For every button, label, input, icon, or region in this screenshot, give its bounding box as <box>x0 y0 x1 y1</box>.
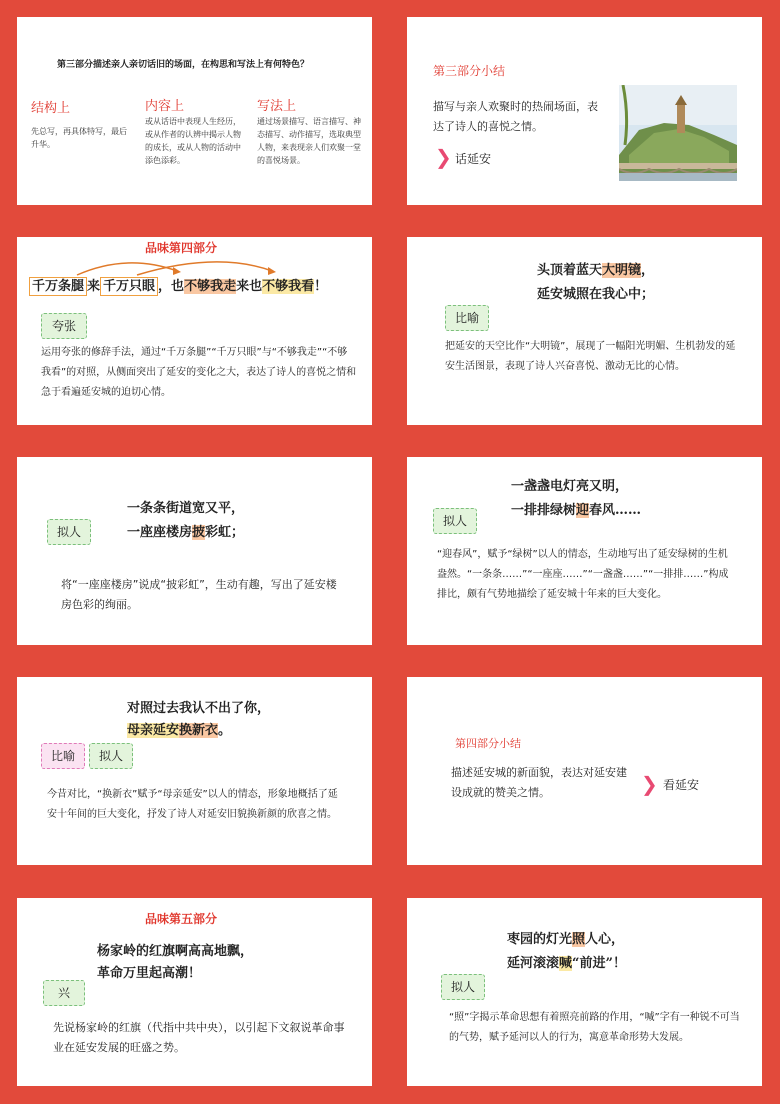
s5-text: 将“一座座楼房”说成“披彩虹”，生动有趣，写出了延安楼房色彩的绚丽。 <box>61 578 337 611</box>
s9-text: 先说杨家岭的红旗（代指中共中央），以引起下文叙说革命事业在延安发展的旺盛之势。 <box>53 1021 345 1054</box>
s7-line2b: 换新衣 <box>179 723 219 738</box>
s6-line2 <box>511 499 641 518</box>
s1-col3-title: 写法上 <box>257 99 297 114</box>
s4-line1a: 头顶着蓝天 <box>537 263 603 278</box>
s9-tag: 兴 <box>43 980 85 1006</box>
s3-poem-h: ！ <box>314 279 328 294</box>
s4-line2: 延安城照在我心中； <box>537 287 655 302</box>
slide-2 <box>407 17 762 205</box>
s3-tag: 夸张 <box>41 313 87 339</box>
s10-line1 <box>507 928 624 947</box>
s5-line2c: 彩虹； <box>205 525 245 540</box>
s1-question: 第三部分描述亲人亲切话旧的场面，在构思和写法上有何特色？ <box>57 60 310 70</box>
s4-tag: 比喻 <box>445 305 489 331</box>
s5-line2b: 披 <box>192 525 206 540</box>
s4-line1b: 大明镜 <box>602 263 642 278</box>
chevron-right-icon: ❯ <box>435 145 452 169</box>
s5-tag: 拟人 <box>47 519 91 545</box>
s6-line1: 一盏盏电灯亮又明， <box>511 479 629 494</box>
slide-5 <box>17 457 372 645</box>
s2-link[interactable]: 话延安 <box>455 152 492 166</box>
s6-line2c: 春风…… <box>589 503 642 518</box>
s3-poem-d: ，也 <box>158 279 185 294</box>
s10-text: “照”字揭示革命思想有着照亮前路的作用，“喊”字有一种锐不可当的气势，赋予延河以人的行为，寓意革命形势大发展。 <box>449 1012 740 1043</box>
s2-title: 第三部分小结 <box>433 64 506 78</box>
s3-poem-f: 来也 <box>236 279 263 294</box>
s3-poem-e: 不够我走 <box>184 279 237 294</box>
slide-3 <box>17 237 372 425</box>
s10-line2a: 延河滚滚 <box>507 956 560 971</box>
s4-text: 把延安的天空比作“大明镜”，展现了一幅阳光明媚、生机勃发的延安生活图景，表现了诗人兴奋喜悦、激动无比的心情。 <box>445 341 736 372</box>
s7-tag1: 比喻 <box>41 743 85 769</box>
slide-4 <box>407 237 762 425</box>
s1-col1-text: 先总写，再具体特写，最后升华。 <box>31 127 127 149</box>
chevron-right-icon-2: ❯ <box>641 772 658 796</box>
s5-line1: 一条条街道宽又平， <box>127 501 245 516</box>
yanan-pagoda-photo <box>619 85 737 181</box>
s6-text: “迎春风”，赋予“绿树”以人的情态，生动地写出了延安绿树的生机盎然。“一条条……”“一座座……”“一盏盏……”“一排排……”构成排比，颇有气势地描绘了延安城十年来的巨大变化。 <box>437 549 729 600</box>
s10-tag: 拟人 <box>441 974 485 1000</box>
s6-line2a: 一排排绿树 <box>511 503 577 518</box>
s8-text: 描述延安城的新面貌，表达对延安建设成就的赞美之情。 <box>451 766 627 799</box>
s8-link[interactable]: 看延安 <box>663 778 700 792</box>
slide-10 <box>407 898 762 1086</box>
s7-line1: 对照过去我认不出了你， <box>127 701 271 716</box>
s3-text: 运用夸张的修辞手法，通过“千万条腿”“千万只眼”与“不够我走”“不够我看”的对照，从侧面突出了延安的变化之大，表达了诗人的喜悦之情和急于看遍延安城的迫切心情。 <box>41 347 357 398</box>
s10-line1a: 枣园的灯光 <box>507 932 573 947</box>
slide-1 <box>17 17 372 205</box>
s5-line2a: 一座座楼房 <box>127 525 193 540</box>
s10-line1c: 人心， <box>585 932 625 947</box>
s10-line2c: “前进”！ <box>572 956 626 971</box>
s3-poem-g: 不够我看 <box>262 279 315 294</box>
s9-line1: 杨家岭的红旗啊高高地飘， <box>97 944 254 959</box>
s3-poem-b: 来 <box>87 279 101 294</box>
s4-line1 <box>537 259 654 278</box>
slide-7 <box>17 677 372 865</box>
s3-poem-c: 千万只眼 <box>100 277 158 296</box>
s1-col2-text: 或从话语中表现人生经历，或从作者的认辨中揭示人物的成长，或从人物的活动中添色添彩。 <box>145 117 241 165</box>
s7-line2 <box>127 719 231 738</box>
s10-line2b: 喊 <box>559 956 573 971</box>
slide-8 <box>407 677 762 865</box>
s8-title: 第四部分小结 <box>455 737 521 750</box>
s1-col3-text: 通过场景描写、语言描写、神态描写、动作描写，选取典型人物，来表现亲人们欢聚一堂的喜悦场景。 <box>257 117 361 165</box>
s6-tag: 拟人 <box>433 508 477 534</box>
s3-poem <box>29 275 327 294</box>
slide-9 <box>17 898 372 1086</box>
slide-6 <box>407 457 762 645</box>
s10-line2 <box>507 952 626 971</box>
s3-title: 品味第四部分 <box>145 241 218 255</box>
s7-line2c: 。 <box>218 723 232 738</box>
s1-col2-title: 内容上 <box>145 99 185 114</box>
s7-text: 今昔对比，“换新衣”赋予“母亲延安”以人的情态，形象地概括了延安十年间的巨大变化，抒发了诗人对延安旧貌换新颜的欣喜之情。 <box>47 789 338 820</box>
s1-col1-title: 结构上 <box>31 101 71 116</box>
s2-text: 描写与亲人欢聚时的热闹场面，表达了诗人的喜悦之情。 <box>433 100 598 133</box>
s4-line1c: ， <box>641 263 655 278</box>
s10-line1b: 照 <box>572 932 586 947</box>
s9-title: 品味第五部分 <box>145 912 218 926</box>
s9-line2: 革命万里起高潮！ <box>97 966 202 981</box>
s3-poem-a: 千万条腿 <box>29 277 87 296</box>
s5-line2 <box>127 521 244 540</box>
s6-line2b: 迎 <box>576 503 590 518</box>
s7-line2a: 母亲延安 <box>127 723 180 738</box>
s7-tag2: 拟人 <box>89 743 133 769</box>
